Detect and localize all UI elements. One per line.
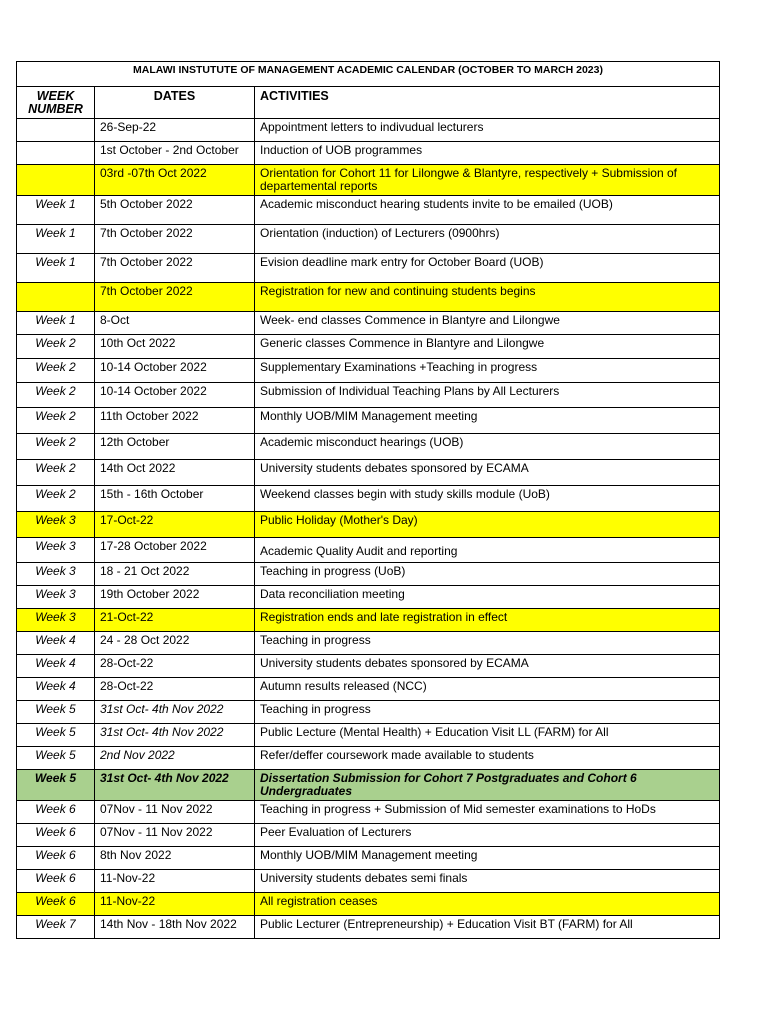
header-week-line2: NUMBER [28, 102, 83, 116]
table-row [17, 893, 720, 916]
week-cell: Week 6 [17, 893, 95, 916]
table-row [17, 225, 720, 254]
activity-cell: Orientation for Cohort 11 for Lilongwe & Blantyre, respectively + Submission of departemental reports [255, 165, 720, 196]
week-cell: Week 5 [17, 770, 95, 801]
activity-cell: All registration ceases [255, 893, 720, 916]
date-cell: 15th - 16th October [95, 486, 255, 512]
activity-cell: Data reconciliation meeting [255, 586, 720, 609]
date-cell: 26-Sep-22 [95, 119, 255, 142]
table-row [17, 335, 720, 359]
week-cell: Week 2 [17, 486, 95, 512]
date-cell: 10-14 October 2022 [95, 383, 255, 408]
date-cell: 1st October - 2nd October [95, 142, 255, 165]
activity-cell: Evision deadline mark entry for October Board (UOB) [255, 254, 720, 283]
week-cell: Week 2 [17, 460, 95, 486]
activity-cell: Peer Evaluation of Lecturers [255, 824, 720, 847]
table-row [17, 724, 720, 747]
date-cell: 10-14 October 2022 [95, 359, 255, 383]
date-cell: 8-Oct [95, 312, 255, 335]
table-row [17, 678, 720, 701]
date-cell: 2nd Nov 2022 [95, 747, 255, 770]
activity-cell: University students debates semi finals [255, 870, 720, 893]
table-row [17, 359, 720, 383]
week-cell [17, 119, 95, 142]
date-cell: 31st Oct- 4th Nov 2022 [95, 701, 255, 724]
week-cell: Week 1 [17, 196, 95, 225]
activity-cell: Academic Quality Audit and reporting [255, 538, 720, 563]
week-cell: Week 4 [17, 678, 95, 701]
date-cell: 31st Oct- 4th Nov 2022 [95, 724, 255, 747]
activity-cell: Public Lecturer (Entrepreneurship) + Education Visit BT (FARM) for All [255, 916, 720, 939]
activity-cell: Teaching in progress [255, 701, 720, 724]
activity-cell: Registration ends and late registration in effect [255, 609, 720, 632]
header-week-line1: WEEK [36, 89, 75, 103]
date-cell: 03rd -07th Oct 2022 [95, 165, 255, 196]
header-activities: ACTIVITIES [255, 87, 720, 119]
week-cell [17, 165, 95, 196]
date-cell: 31st Oct- 4th Nov 2022 [95, 770, 255, 801]
date-cell: 11th October 2022 [95, 408, 255, 434]
table-row [17, 408, 720, 434]
week-cell: Week 2 [17, 434, 95, 460]
date-cell: 07Nov - 11 Nov 2022 [95, 824, 255, 847]
table-row [17, 609, 720, 632]
calendar-title: MALAWI INSTUTUTE OF MANAGEMENT ACADEMIC CALENDAR (OCTOBER TO MARCH 2023) [17, 62, 720, 87]
header-row [17, 87, 720, 119]
week-cell: Week 6 [17, 824, 95, 847]
date-cell: 28-Oct-22 [95, 678, 255, 701]
activity-cell: Monthly UOB/MIM Management meeting [255, 408, 720, 434]
activity-cell: University students debates sponsored by ECAMA [255, 655, 720, 678]
table-row [17, 770, 720, 801]
activity-cell: Public Lecture (Mental Health) + Education Visit LL (FARM) for All [255, 724, 720, 747]
week-cell: Week 3 [17, 609, 95, 632]
title-row [17, 62, 720, 87]
week-cell: Week 1 [17, 225, 95, 254]
table-row [17, 870, 720, 893]
activity-cell: Submission of Individual Teaching Plans by All Lecturers [255, 383, 720, 408]
header-week-number [17, 87, 95, 119]
table-row [17, 538, 720, 563]
date-cell: 5th October 2022 [95, 196, 255, 225]
date-cell: 14th Nov - 18th Nov 2022 [95, 916, 255, 939]
date-cell: 8th Nov 2022 [95, 847, 255, 870]
week-cell: Week 6 [17, 801, 95, 824]
date-cell: 7th October 2022 [95, 254, 255, 283]
week-cell: Week 7 [17, 916, 95, 939]
table-row [17, 801, 720, 824]
week-cell: Week 2 [17, 359, 95, 383]
date-cell: 7th October 2022 [95, 283, 255, 312]
table-row [17, 383, 720, 408]
table-row [17, 655, 720, 678]
week-cell: Week 2 [17, 335, 95, 359]
week-cell: Week 4 [17, 632, 95, 655]
table-row [17, 632, 720, 655]
table-row [17, 312, 720, 335]
week-cell: Week 3 [17, 586, 95, 609]
activity-cell: Weekend classes begin with study skills module (UoB) [255, 486, 720, 512]
table-row [17, 563, 720, 586]
table-row [17, 586, 720, 609]
academic-calendar-table [16, 61, 720, 939]
activity-cell: Dissertation Submission for Cohort 7 Postgraduates and Cohort 6 Undergraduates [255, 770, 720, 801]
activity-cell: Teaching in progress [255, 632, 720, 655]
date-cell: 18 - 21 Oct 2022 [95, 563, 255, 586]
table-row [17, 434, 720, 460]
week-cell: Week 5 [17, 724, 95, 747]
week-cell: Week 5 [17, 701, 95, 724]
week-cell: Week 6 [17, 847, 95, 870]
table-row [17, 747, 720, 770]
table-row [17, 847, 720, 870]
activity-cell: Monthly UOB/MIM Management meeting [255, 847, 720, 870]
date-cell: 17-Oct-22 [95, 512, 255, 538]
activity-cell: Public Holiday (Mother's Day) [255, 512, 720, 538]
table-row [17, 196, 720, 225]
week-cell: Week 1 [17, 312, 95, 335]
table-row [17, 824, 720, 847]
week-cell: Week 2 [17, 408, 95, 434]
header-dates: DATES [95, 87, 255, 119]
date-cell: 21-Oct-22 [95, 609, 255, 632]
week-cell: Week 4 [17, 655, 95, 678]
week-cell [17, 142, 95, 165]
date-cell: 11-Nov-22 [95, 870, 255, 893]
date-cell: 17-28 October 2022 [95, 538, 255, 563]
week-cell: Week 6 [17, 870, 95, 893]
activity-cell: Registration for new and continuing students begins [255, 283, 720, 312]
activity-cell: Refer/deffer coursework made available to students [255, 747, 720, 770]
table-row [17, 119, 720, 142]
activity-cell: Orientation (induction) of Lecturers (0900hrs) [255, 225, 720, 254]
week-cell: Week 3 [17, 563, 95, 586]
week-cell [17, 283, 95, 312]
date-cell: 07Nov - 11 Nov 2022 [95, 801, 255, 824]
week-cell: Week 3 [17, 512, 95, 538]
date-cell: 7th October 2022 [95, 225, 255, 254]
week-cell: Week 1 [17, 254, 95, 283]
date-cell: 28-Oct-22 [95, 655, 255, 678]
activity-cell: Generic classes Commence in Blantyre and Lilongwe [255, 335, 720, 359]
table-row [17, 165, 720, 196]
activity-cell: Teaching in progress (UoB) [255, 563, 720, 586]
activity-cell: Induction of UOB programmes [255, 142, 720, 165]
table-row [17, 916, 720, 939]
activity-cell: Academic misconduct hearings (UOB) [255, 434, 720, 460]
week-cell: Week 5 [17, 747, 95, 770]
date-cell: 19th October 2022 [95, 586, 255, 609]
table-row [17, 460, 720, 486]
activity-cell: University students debates sponsored by ECAMA [255, 460, 720, 486]
table-row [17, 142, 720, 165]
table-row [17, 486, 720, 512]
date-cell: 14th Oct 2022 [95, 460, 255, 486]
activity-cell: Appointment letters to indivudual lecturers [255, 119, 720, 142]
activity-cell: Teaching in progress + Submission of Mid semester examinations to HoDs [255, 801, 720, 824]
date-cell: 24 - 28 Oct 2022 [95, 632, 255, 655]
week-cell: Week 3 [17, 538, 95, 563]
table-row [17, 283, 720, 312]
date-cell: 10th Oct 2022 [95, 335, 255, 359]
activity-cell: Week- end classes Commence in Blantyre and Lilongwe [255, 312, 720, 335]
week-cell: Week 2 [17, 383, 95, 408]
date-cell: 11-Nov-22 [95, 893, 255, 916]
table-row [17, 701, 720, 724]
activity-cell: Academic misconduct hearing students invite to be emailed (UOB) [255, 196, 720, 225]
table-row [17, 254, 720, 283]
table-row [17, 512, 720, 538]
date-cell: 12th October [95, 434, 255, 460]
activity-cell: Supplementary Examinations +Teaching in progress [255, 359, 720, 383]
activity-cell: Autumn results released (NCC) [255, 678, 720, 701]
